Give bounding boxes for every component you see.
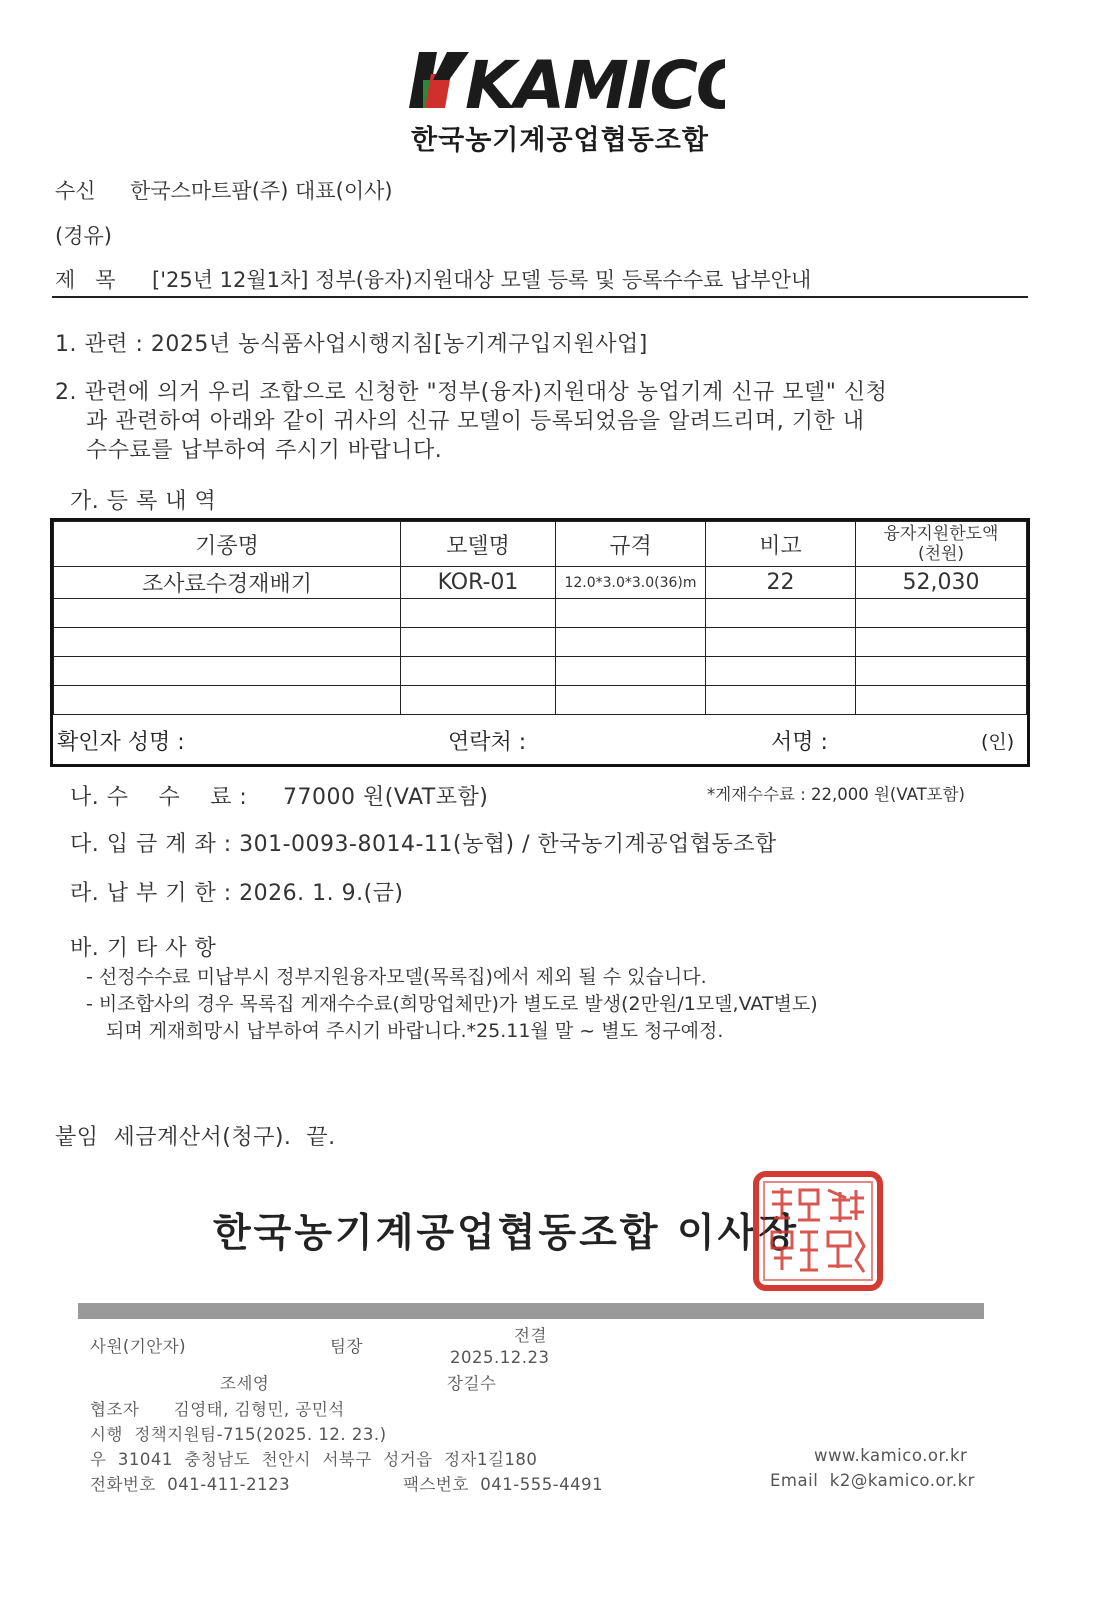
table-cell (556, 657, 706, 686)
header-limit-line1: 융자지원한도액 (883, 524, 999, 544)
table-cell (401, 628, 556, 657)
approval-label: 전결 (514, 1326, 547, 1345)
machine-type-cell: 조사료수경재배기 (54, 567, 401, 599)
table-cell (401, 599, 556, 628)
other-note-3: 되며 게재희망시 납부하여 주시기 바랍니다.*25.11월 말 ~ 별도 청구예정. (106, 1020, 724, 1042)
staff-label: 사원(기안자) (90, 1337, 187, 1356)
other-note-1: - 선정수수료 미납부시 정부지원융자모델(목록집)에서 제외 될 수 있습니다. (86, 966, 707, 988)
table-cell (706, 686, 856, 715)
email-link[interactable]: Email k2@kamico.or.kr (770, 1471, 975, 1490)
table-row (54, 628, 1027, 657)
title-divider (52, 296, 1028, 298)
recipient-label: 수신 (55, 179, 96, 203)
item-2-line-2: 과 관련하여 아래와 같이 귀사의 신규 모델이 등록되었음을 알려드리며, 기한 내 (86, 409, 865, 434)
table-cell (706, 628, 856, 657)
header-cell: 기종명 (54, 522, 401, 567)
kamico-logo (405, 40, 725, 120)
table-row (54, 686, 1027, 715)
header-cell: 규격 (556, 522, 706, 567)
confirmation-row (53, 713, 1027, 763)
table-cell (401, 686, 556, 715)
table-row (54, 567, 1027, 599)
item-1: 1. 관련 : 2025년 농식품사업시행지침[농기계구입지원사업] (55, 332, 648, 357)
spec-cell: 12.0*3.0*3.0(36)m (556, 567, 706, 599)
table-cell (556, 628, 706, 657)
kamico-logo-graphic (405, 40, 725, 120)
listing-fee-note: *게재수수료 : 22,000 원(VAT포함) (707, 785, 965, 804)
subject: ['25년 12월1차] 정부(융자)지원대상 모델 등록 및 등록수수료 납부안내 (152, 268, 812, 292)
table-cell (856, 657, 1027, 686)
bank-account: 다. 입 금 계 좌 : 301-0093-8014-11(농협) / 한국농기계공업협동조합 (70, 832, 777, 857)
table-cell (706, 657, 856, 686)
table-cell (401, 657, 556, 686)
table-cell (856, 628, 1027, 657)
table-cell (54, 686, 401, 715)
fax-number: 팩스번호 041-555-4491 (403, 1475, 604, 1494)
other-note-2: - 비조합사의 경우 목록집 게재수수료(희망업체만)가 별도로 발생(2만원/1모델,VAT별도) (86, 993, 818, 1015)
table-cell (54, 628, 401, 657)
recipient: 한국스마트팜(주) 대표(이사) (130, 179, 393, 203)
other-notes-title: 바. 기 타 사 항 (70, 936, 217, 961)
logo-org-name: 한국농기계공업협동조합 (411, 125, 709, 156)
fee-value: 77000 원(VAT포함) (283, 785, 489, 810)
table-header-row (54, 522, 1027, 567)
attachment: 붙임 세금계산서(청구). 끝. (55, 1125, 336, 1150)
table-cell (856, 599, 1027, 628)
header-cell: 모델명 (401, 522, 556, 567)
header-limit-line2: (천원) (917, 544, 965, 564)
table-cell (54, 599, 401, 628)
address: 우 31041 충청남도 천안시 서북구 성거읍 정자1길180 (90, 1450, 538, 1469)
header-cell: 비고 (706, 522, 856, 567)
registration-table (50, 518, 1030, 767)
phone-number: 전화번호 041-411-2123 (90, 1475, 291, 1494)
item-2-line-1: 2. 관련에 의거 우리 조합으로 신청한 "정부(융자)지원대상 농업기계 신규 모델" 신청 (55, 380, 888, 405)
model-cell: KOR-01 (401, 567, 556, 599)
team-leader-label: 팀장 (330, 1337, 363, 1356)
issuer-name: 한국농기계공업협동조합 이사장 (213, 1211, 800, 1256)
table-row (54, 599, 1027, 628)
table-cell (856, 686, 1027, 715)
table-cell (556, 686, 706, 715)
cooperators: 협조자 김영태, 김형민, 공민석 (90, 1400, 345, 1419)
head-name: 장길수 (447, 1374, 497, 1393)
fee-label: 나. 수 수 료 : (70, 785, 248, 810)
table-cell (706, 599, 856, 628)
header-cell-limit (856, 522, 1027, 567)
signature-label: 서명 : (771, 730, 828, 755)
logo-brand-text: KAMICO (465, 47, 725, 120)
note-cell: 22 (706, 567, 856, 599)
approval-date: 2025.12.23 (450, 1348, 550, 1367)
via-label: (경유) (55, 224, 112, 248)
table-cell (54, 657, 401, 686)
table-cell (556, 599, 706, 628)
due-date: 라. 납 부 기 한 : 2026. 1. 9.(금) (70, 881, 404, 906)
seal-mark: (인) (981, 731, 1015, 753)
footer-divider-bar (78, 1303, 984, 1319)
seal-stamp-graphic (752, 1170, 884, 1292)
limit-cell: 52,030 (856, 567, 1027, 599)
website-link[interactable]: www.kamico.or.kr (814, 1446, 968, 1465)
confirm-name-label: 확인자 성명 : (57, 730, 185, 755)
document-number: 시행 정책지원팀-715(2025. 12. 23.) (90, 1425, 387, 1444)
contact-label: 연락처 : (448, 730, 527, 755)
section-registration: 가. 등 록 내 역 (70, 489, 217, 514)
subject-label: 제 목 (55, 268, 116, 292)
table-row (54, 657, 1027, 686)
item-2-line-3: 수수료를 납부하여 주시기 바랍니다. (86, 438, 443, 463)
staff-name: 조세영 (220, 1374, 270, 1393)
official-seal (752, 1170, 884, 1292)
